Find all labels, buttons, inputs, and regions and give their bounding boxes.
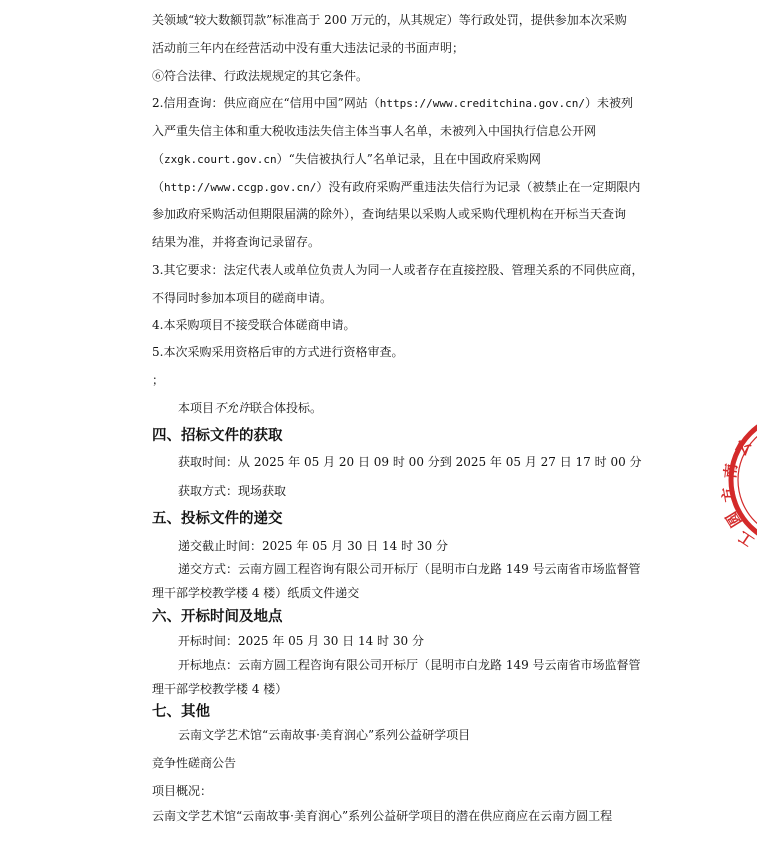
body-line: 开标时间：2025 年 05 月 30 日 14 时 30 分 [178, 634, 424, 648]
body-line: 获取时间：从 2025 年 05 月 20 日 09 时 00 分到 2025 年 05 月 27 日 17 时 00 分 [178, 455, 642, 469]
svg-text:工: 工 [734, 527, 757, 551]
svg-text:圆: 圆 [722, 508, 746, 531]
body-line: ； [152, 373, 165, 387]
body-line: 活动前三年内在经营活动中没有重大违法记录的书面声明； [152, 41, 465, 55]
body-line: 3.其它要求：法定代表人或单位负责人为同一人或者存在直接控股、管理关系的不同供应商， [152, 263, 644, 277]
body-line: 5.本次采购采用资格后审的方式进行资格审查。 [152, 345, 404, 359]
section-heading-4: 四、招标文件的获取 [152, 427, 283, 444]
court-line [152, 151, 541, 168]
svg-text:南: 南 [721, 462, 741, 480]
body-line: 开标地点：云南方圆工程咨询有限公司开标厅（昆明市白龙路 149 号云南省市场监督管 [178, 658, 641, 672]
body-line: 理干部学校教学楼 4 楼）纸质文件递交 [152, 586, 360, 600]
svg-text:云: 云 [731, 437, 755, 459]
body-text: （ [152, 180, 165, 194]
body-text: 联合体投标。 [250, 401, 323, 415]
body-line: 云南文学艺术馆“云南故事·美育润心”系列公益研学项目的潜在供应商应在云南方圆工程 [152, 809, 613, 823]
body-text: ）“失信被执行人”名单记录，且在中国政府采购网 [276, 152, 541, 166]
body-line: 递交截止时间：2025 年 05 月 30 日 14 时 30 分 [178, 539, 448, 553]
body-line: 参加政府采购活动但期限届满的除外），查询结果以采购人或采购代理机构在开标当天查询 [152, 207, 627, 221]
body-text: 本项目 [178, 401, 215, 415]
body-text: ）没有政府采购严重违法失信行为记录（被禁止在一定期限内 [316, 180, 641, 194]
body-text: ）未被列 [585, 96, 634, 110]
body-line: 竞争性磋商公告 [152, 756, 237, 770]
body-line: 云南文学艺术馆“云南故事·美育润心”系列公益研学项目 [178, 728, 471, 742]
body-line: 项目概况： [152, 784, 213, 798]
body-line: 不得同时参加本项目的磋商申请。 [152, 291, 333, 305]
company-seal [718, 405, 757, 555]
body-line: 结果为准，并将查询记录留存。 [152, 235, 321, 249]
ccgp-line [152, 179, 640, 196]
consortium-line [178, 400, 322, 416]
body-line: 理干部学校教学楼 4 楼） [152, 682, 288, 696]
body-line: 获取方式：现场获取 [178, 484, 287, 498]
svg-text:方: 方 [718, 485, 739, 504]
credit-query-line [152, 95, 633, 112]
body-line: 入严重失信主体和重大税收违法失信主体当事人名单，未被列入中国执行信息公开网 [152, 124, 597, 138]
body-text: （ [152, 152, 165, 166]
section-heading-5: 五、投标文件的递交 [152, 510, 283, 527]
body-text: 2.信用查询：供应商应在“信用中国”网站（ [152, 96, 380, 110]
creditchina-url: https://www.creditchina.gov.cn/ [379, 97, 586, 110]
body-line: 关领域“较大数额罚款”标准高于 200 万元的，从其规定）等行政处罚，提供参加本次采购 [152, 13, 627, 27]
section-heading-7: 七、其他 [152, 703, 210, 720]
court-url: zxgk.court.gov.cn [164, 153, 277, 166]
section-heading-6: 六、开标时间及地点 [152, 608, 283, 625]
ccgp-url: http://www.ccgp.gov.cn/ [164, 181, 317, 194]
body-line: 4.本采购项目不接受联合体磋商申请。 [152, 318, 356, 332]
body-line: 递交方式：云南方圆工程咨询有限公司开标厅（昆明市白龙路 149 号云南省市场监督管 [178, 562, 641, 576]
body-line: ⑥符合法律、行政法规规定的其它条件。 [152, 69, 369, 83]
not-allowed-text: 不允许 [214, 401, 251, 415]
